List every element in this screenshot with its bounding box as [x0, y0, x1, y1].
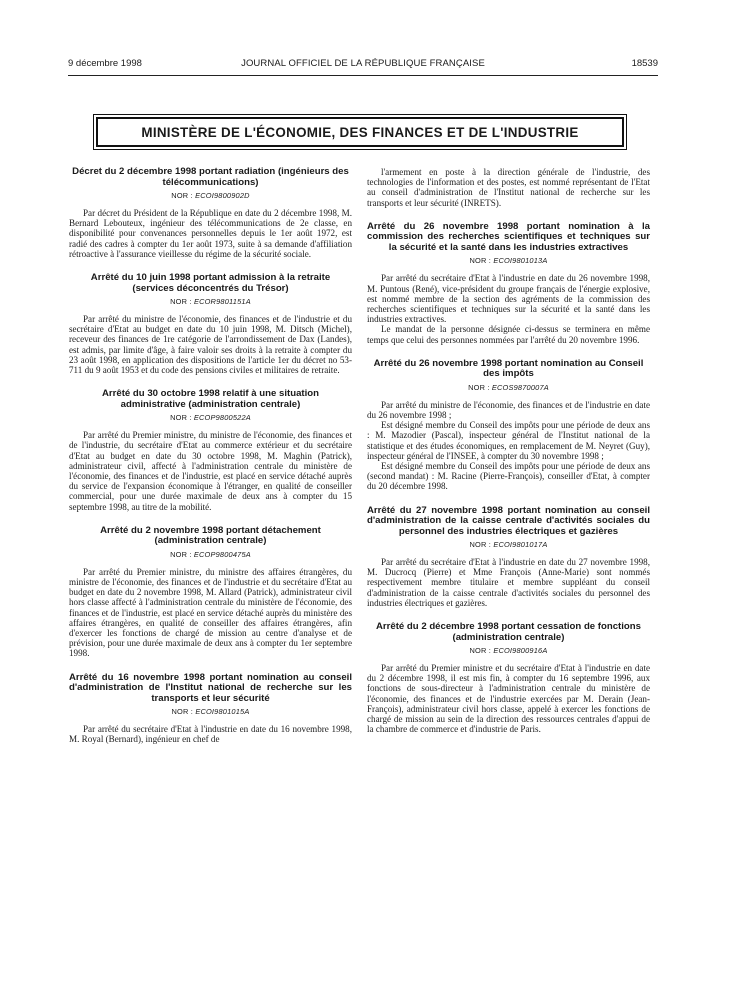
- article-paragraph: Par décret du Président de la République en date du 2 décembre 1998, M. Bernard Lebouteux, ingénieur des télécommunications de 2e classe, en disponibilité pour convenances personnelles depuis le 1er août 1972, est radié des cadres à compter du 1er août 1973, suite à sa demande d'affiliation rétroactive à l'assurance vieillesse du régime de la sécurité sociale.: [69, 208, 352, 259]
- article-paragraph: Par arrêté du secrétaire d'Etat à l'industrie en date du 16 novembre 1998, M. Royal (Bernard), ingénieur en chef de: [69, 724, 352, 745]
- nor-reference: [69, 413, 352, 422]
- nor-code: ECOI9801015A: [195, 707, 250, 717]
- article-title: Arrêté du 27 novembre 1998 portant nomination au conseil d'administration de la caisse centrale d'activités sociales du personnel des industries électriques et gazières: [367, 504, 650, 537]
- nor-reference: [367, 540, 650, 549]
- article: [367, 622, 650, 734]
- nor-code: ECOI9800902D: [195, 191, 250, 200]
- nor-label: NOR :: [170, 549, 192, 559]
- article-title: Arrêté du 2 novembre 1998 portant détachement (administration centrale): [100, 524, 321, 547]
- article-paragraph: Par arrêté du secrétaire d'Etat à l'industrie en date du 26 novembre 1998, M. Puntous (René), vice-président du groupe français de l'énergie explosive, est nommé membre de la section des agréments de la commission des recherches scientifiques et techniques sur la sécurité et la santé dans les industries extractives.: [367, 273, 650, 325]
- nor-code: ECOI9800916A: [493, 646, 548, 656]
- article: [367, 506, 650, 609]
- nor-label: NOR :: [468, 382, 490, 392]
- issue-date: 9 décembre 1998: [68, 58, 142, 69]
- nor-reference: [367, 646, 650, 655]
- nor-code: ECOI9801013A: [493, 256, 548, 266]
- nor-reference: [69, 191, 352, 200]
- article: [367, 167, 650, 208]
- nor-reference: [69, 707, 352, 716]
- article-paragraph: Par arrêté du Premier ministre, du ministre des affaires étrangères, du ministre de l'économie, des finances et de l'industrie et du secrétaire d'Etat au budget en date du 2 novembre 1998, M. Allard (Patrick), administrateur civil hors classe affecté à l'administration centrale du ministère de l'économie, des finances et de l'industrie, est placé en service détaché auprès du ministère des affaires étrangères, en qualité de conseiller des affaires étrangères, afin d'exercer les fonctions de chargé de mission au centre d'analyse et de prévision, pour une durée maximale de deux ans à compter du 1er septembre 1998.: [69, 566, 352, 659]
- article-paragraph: l'armement en poste à la direction générale de l'industrie, des technologies de l'information et des postes, est nommé représentant de l'Etat au conseil d'administration de l'Institut national de recherche sur les transports et leur sécurité (INRETS).: [367, 167, 650, 208]
- article-title: Arrêté du 30 octobre 1998 relatif à une situation administrative (administration centrale): [102, 388, 319, 410]
- left-column: [69, 167, 352, 759]
- ministry-title: MINISTÈRE DE L'ÉCONOMIE, DES FINANCES ET DE L'INDUSTRIE: [141, 124, 579, 140]
- article-paragraph: Par arrêté du ministre de l'économie, des finances et de l'industrie en date du 26 novembre 1998 ;: [367, 399, 650, 420]
- nor-code: ECOP9800475A: [193, 549, 251, 559]
- nor-label: NOR :: [171, 707, 194, 717]
- article-title: Arrêté du 16 novembre 1998 portant nomination au conseil d'administration de l'Institut national de recherche sur les transports et leur sécurité: [69, 671, 352, 704]
- article: [69, 273, 352, 375]
- article-title: Arrêté du 10 juin 1998 portant admission à la retraite (services déconcentrés du Trésor): [90, 272, 331, 294]
- article: [69, 673, 352, 745]
- article-title: Arrêté du 26 novembre 1998 portant nomination à la commission des recherches scientifiques et techniques sur la sécurité et la santé dans les industries extractives: [367, 220, 650, 253]
- article-paragraph: Le mandat de la personne désignée ci-dessus se terminera en même temps que celui des personnes nommées par l'arrêté du 20 novembre 1996.: [367, 324, 650, 345]
- nor-label: NOR :: [170, 413, 192, 423]
- page-header: [68, 58, 658, 72]
- article-paragraph: Par arrêté du Premier ministre et du secrétaire d'Etat à l'industrie en date du 2 décembre 1998, il est mis fin, à compter du 16 septembre 1996, aux fonctions de sous-directeur à l'administration centrale du ministère de l'économie, des finances et de l'industrie exercées par M. Derain (Jean-François), administrateur civil hors classe, appelé à exercer les fonctions de chargé de mission au sein de la direction des ressources centrales d'appui de la chambre de commerce et d'industrie de Paris.: [367, 663, 650, 735]
- nor-code: ECOI9801017A: [493, 540, 548, 550]
- nor-label: NOR :: [469, 540, 492, 550]
- article: [69, 167, 352, 259]
- article-paragraph: Par arrêté du Premier ministre, du ministre de l'économie, des finances et de l'industrie, du secrétaire d'Etat au commerce extérieur et du secrétaire d'Etat au budget en date du 30 octobre 1998, M. Maghin (Patrick), administrateur civil, affecté à l'administration centrale du ministère de l'économie, des finances et de l'industrie, est placé en service détaché auprès du service de l'expansion économique à l'étranger, en qualité de conseiller commercial, pour une durée maximale de deux ans à compter du 15 septembre 1998, au titre de la mobilité.: [69, 430, 352, 512]
- nor-reference: [69, 550, 352, 559]
- nor-reference: [69, 297, 352, 306]
- nor-label: NOR :: [469, 646, 492, 656]
- header-rule: [68, 75, 658, 76]
- article: [69, 389, 352, 512]
- right-column: [367, 167, 650, 749]
- article-paragraph: Est désigné membre du Conseil des impôts pour une période de deux ans (second mandat) : M. Racine (Pierre-François), conseiller d'Etat, à compter du 20 décembre 1998.: [367, 460, 650, 492]
- nor-code: ECOR9801151A: [193, 297, 251, 307]
- article-title: Arrêté du 26 novembre 1998 portant nomination au Conseil des impôts: [373, 357, 644, 380]
- journal-title: JOURNAL OFFICIEL DE LA RÉPUBLIQUE FRANÇAISE: [241, 58, 485, 69]
- article: [367, 359, 650, 492]
- article-paragraph: Par arrêté du ministre de l'économie, des finances et de l'industrie et du secrétaire d'Etat au budget en date du 10 juin 1998, M. Ditsch (Michel), receveur des finances de 1re catégorie de l'arrondissement de Dax (Landes), est admis, par limite d'âge, à faire valoir ses droits à la retraite à compter du 23 août 1998, en application des dispositions de l'article 1er du décret no 53-711 du 9 août 1953 et du code des pensions civiles et militaires de retraite.: [69, 314, 352, 376]
- ministry-title-box: [96, 117, 624, 147]
- nor-reference: [367, 256, 650, 265]
- article-title: Décret du 2 décembre 1998 portant radiation (ingénieurs des télécommunications): [72, 166, 349, 188]
- article-paragraph: Par arrêté du secrétaire d'Etat à l'industrie en date du 27 novembre 1998, M. Ducrocq (Pierre) et Mme François (Anne-Marie) sont nommés respectivement membre titulaire et membre suppléant du conseil d'administration de la caisse centrale d'activités sociales du personnel des industries électriques et gazières.: [367, 557, 650, 608]
- nor-label: NOR :: [171, 191, 193, 200]
- nor-label: NOR :: [170, 297, 192, 307]
- article: [69, 526, 352, 659]
- article-paragraph: Est désigné membre du Conseil des impôts pour une période de deux ans : M. Mazodier (Pascal), inspecteur général de l'Institut national de la statistique et des études économiques, en remplacement de M. Neyret (Guy), inspecteur général de l'INSEE, à compter du 30 novembre 1998 ;: [367, 420, 650, 461]
- article-title: Arrêté du 2 décembre 1998 portant cessation de fonctions (administration centrale): [376, 621, 641, 643]
- article: [367, 222, 650, 345]
- page-number: 18539: [631, 58, 658, 69]
- nor-code: ECOP9800522A: [193, 413, 251, 423]
- nor-code: ECOS9870007A: [491, 382, 549, 392]
- nor-reference: [367, 383, 650, 392]
- nor-label: NOR :: [469, 256, 492, 266]
